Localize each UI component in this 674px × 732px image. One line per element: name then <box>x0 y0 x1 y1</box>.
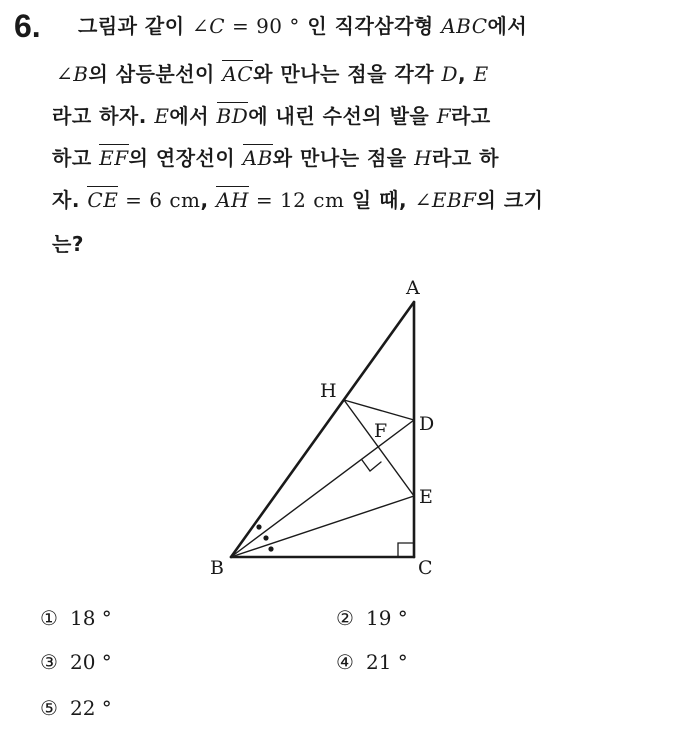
choice-4-mark: ④ <box>336 650 354 674</box>
angle-mark-dot-1 <box>256 524 261 529</box>
math-segment: AB <box>242 146 273 170</box>
choice-5[interactable] <box>40 696 112 720</box>
math-segment: EF <box>99 146 129 170</box>
text-segment: 인 직각삼각형 <box>299 14 442 38</box>
math-segment: ∠ <box>414 188 432 212</box>
choice-2[interactable] <box>336 606 408 630</box>
math-segment: BD <box>216 104 249 128</box>
choice-3-mark: ③ <box>40 650 58 674</box>
math-segment: F <box>436 104 452 128</box>
text-segment: 와 만나는 점을 <box>272 146 415 170</box>
choice-3-value: 20 ° <box>70 650 112 674</box>
choice-3[interactable] <box>40 650 112 674</box>
choice-4-value: 21 ° <box>366 650 408 674</box>
math-segment: E <box>154 104 170 128</box>
label-h: H <box>320 380 337 402</box>
label-d: D <box>419 413 435 435</box>
choice-5-mark: ⑤ <box>40 696 58 720</box>
text-segment: 라고 하 <box>432 146 499 170</box>
question-line-4 <box>52 144 499 172</box>
question-line-5 <box>52 186 543 214</box>
math-segment: = 90 ° <box>225 14 300 38</box>
math-segment: ABC <box>441 14 488 38</box>
math-segment: CE <box>87 188 119 212</box>
segment-hd <box>344 400 414 420</box>
math-segment: C <box>209 14 226 38</box>
text-segment: 자. <box>52 188 88 212</box>
math-segment: EBF <box>431 188 477 212</box>
label-a: A <box>406 277 420 299</box>
angle-mark-dot-2 <box>263 535 268 540</box>
math-segment: AC <box>222 62 254 86</box>
question-number: 6. <box>14 8 41 44</box>
math-segment: B <box>73 62 89 86</box>
text-segment: , <box>200 188 217 212</box>
text-segment: 의 크기 <box>476 188 544 212</box>
text-segment: 하고 <box>52 146 100 170</box>
right-angle-mark-c <box>398 543 414 557</box>
text-segment: 일 때, <box>344 188 415 212</box>
right-angle-mark-f <box>362 460 381 471</box>
choice-1[interactable] <box>40 606 112 630</box>
question-line-1 <box>78 12 527 40</box>
math-segment: H <box>414 146 433 170</box>
choice-1-value: 18 ° <box>70 606 112 630</box>
text-segment: 에 내린 수선의 발을 <box>248 104 437 128</box>
angle-mark-dot-3 <box>268 546 273 551</box>
choice-2-mark: ② <box>336 606 354 630</box>
label-c: C <box>418 557 433 579</box>
text-segment: 라고 하자. <box>52 104 155 128</box>
math-segment: ∠ <box>56 62 74 86</box>
label-f: F <box>374 420 388 442</box>
choice-2-value: 19 ° <box>366 606 408 630</box>
text-segment: 에서 <box>169 104 217 128</box>
label-e: E <box>419 486 433 508</box>
choice-4[interactable] <box>336 650 408 674</box>
math-segment: = 12 cm <box>248 188 345 212</box>
question-line-6 <box>52 230 84 258</box>
text-segment: 라고 <box>451 104 491 128</box>
math-segment: ∠ <box>192 14 210 38</box>
text-segment: 에서 <box>487 14 528 38</box>
text-segment: 와 만나는 점을 각각 <box>253 62 442 86</box>
segment-he <box>344 400 414 496</box>
question-line-3 <box>52 102 491 130</box>
text-segment: , <box>458 62 474 86</box>
math-segment: AH <box>216 188 249 212</box>
label-b: B <box>210 557 224 579</box>
question-line-2 <box>56 60 489 88</box>
text-segment: 의 연장선이 <box>128 146 243 170</box>
math-segment: D <box>441 62 459 86</box>
text-segment: 는? <box>52 232 84 256</box>
text-segment: 의 삼등분선이 <box>88 62 223 86</box>
choice-5-value: 22 ° <box>70 696 112 720</box>
triangle-figure <box>190 268 450 588</box>
math-segment: E <box>473 62 489 86</box>
choice-1-mark: ① <box>40 606 58 630</box>
math-segment: = 6 cm <box>118 188 201 212</box>
text-segment: 그림과 같이 <box>78 14 193 38</box>
